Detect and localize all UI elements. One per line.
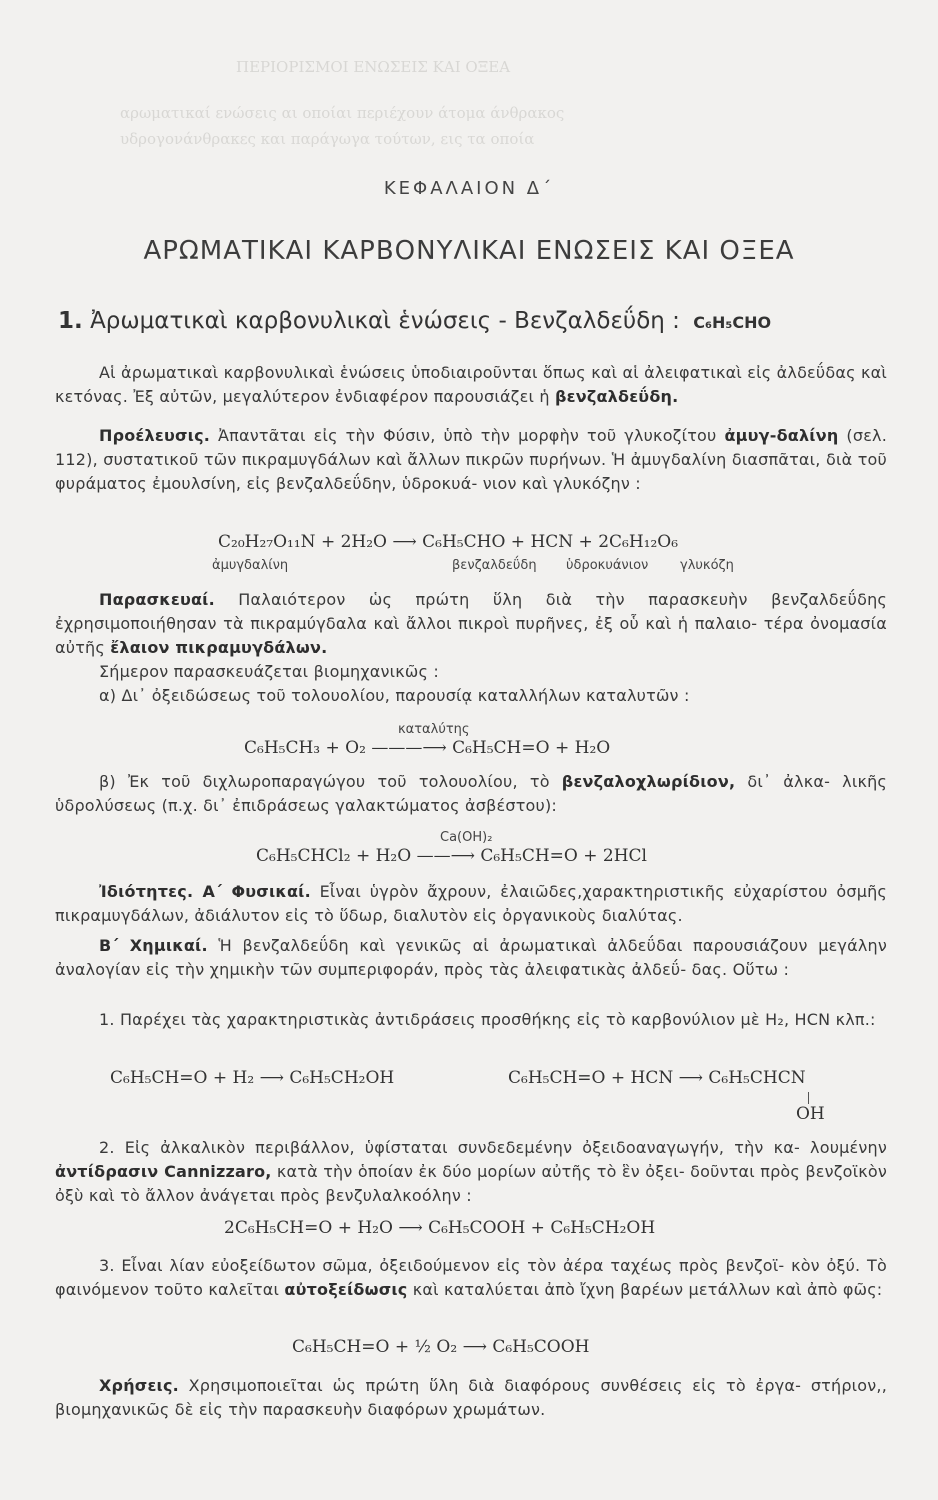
paragraph-hydrolysis — [55, 770, 887, 818]
text-line: Αἱ ἀρωματικαὶ καρβονυλικαὶ ἑνώσεις ὑποδιαιροῦνται ὅπως καὶ αἱ ἀλειφατικαὶ εἰς — [99, 363, 772, 382]
term-bitter-almond-oil: ἔλαιον πικραμυγδάλων. — [110, 638, 328, 657]
text-line: H₂, HCN κλπ.: — [765, 1010, 876, 1029]
term-benzaldehyde: βενζαλδεΰδη. — [554, 387, 679, 406]
bleed-through-text: αρωματικαί ενώσεις αι οποίαι περιέχουν άτομα άνθρακος — [120, 104, 565, 122]
heading-uses: Χρήσεις. — [99, 1376, 179, 1395]
heading-properties-physical: Ἰδιότητες. Α΄ Φυσικαί. — [99, 882, 311, 901]
text-line: καὶ καταλύεται ἀπὸ ἴχνη βαρέων — [412, 1280, 684, 1299]
bond-line — [808, 1092, 809, 1104]
text-line: δας. Οὕτω : — [691, 960, 790, 979]
text-line: στήριον,, βιομηχανικῶς δὲ εἰς τὴν παρασκευὴν διαφόρων χρωμάτων. — [55, 1376, 887, 1419]
paragraph-autoxidation — [55, 1254, 887, 1302]
section-number: 1. — [58, 308, 83, 334]
paragraph-chemical — [55, 934, 887, 982]
equation-hydrogenation: C₆H₅CH=O + H₂ ⟶ C₆H₅CH₂OH — [110, 1068, 395, 1088]
label-hcn: ὑδροκυάνιον — [566, 558, 649, 573]
paragraph-cannizzaro — [55, 1136, 887, 1208]
text-line: ὀσμῆς πικραμυγδάλων, ἀδιάλυτον εἰς τὸ ὕδωρ, διαλυτὸν εἰς ὀργανικοὺς διαλύτας. — [55, 882, 888, 925]
text-line: 2. Εἰς ἀλκαλικὸν περιβάλλον, ὑφίσταται συνδεδεμένην ὀξειδοαναγωγήν, τὴν κα- — [99, 1138, 800, 1157]
paragraph-physical — [55, 880, 887, 928]
section-text: Ἀρωματικαὶ καρβονυλικαὶ ἑνώσεις - Βενζαλδεΰδη : — [90, 308, 680, 334]
label-catalyst: καταλύτης — [398, 722, 470, 737]
term-amygdalin: ἀμυγ- — [724, 426, 777, 445]
label-glucose: γλυκόζη — [680, 558, 734, 573]
paragraph-industrial: Σήμερον παρασκευάζεται βιομηχανικῶς : — [99, 662, 439, 681]
text-line: 1. Παρέχει τὰς χαρακτηριστικὰς ἀντιδράσεις προσθήκης εἰς τὸ καρβονύλιον μὲ — [99, 1010, 760, 1029]
text-line: μετάλλων καὶ ἀπὸ φῶς: — [688, 1280, 883, 1299]
heading-origin: Προέλευσις. — [99, 426, 211, 445]
equation-cyanohydrin: C₆H₅CH=O + HCN ⟶ C₆H₅CHCN — [508, 1068, 806, 1088]
text-line: β) Ἐκ τοῦ διχλωροπαραγώγου τοῦ τολουολίου, τὸ — [99, 772, 550, 791]
text-line: δοῦνται πρὸς βενζοϊκὸν ὀξὺ καὶ τὸ ἄλλον ἀνάγεται πρὸς βενζυλαλκοόλην : — [55, 1162, 887, 1205]
text-line: Εἶναι ὑγρὸν ἄχρουν, ἐλαιῶδες,χαρακτηριστικῆς εὐχαρίστου — [319, 882, 828, 901]
term-amygdalin: δαλίνη — [776, 426, 839, 445]
chapter-title: ΑΡΩΜΑΤΙΚΑΙ ΚΑΡΒΟΝΥΛΙΚΑΙ ΕΝΩΣΕΙΣ ΚΑΙ ΟΞΕΑ — [143, 236, 795, 266]
chapter-heading: ΚΕΦΑΛΑΙΟΝ Δ΄ — [383, 178, 555, 199]
text-line: ἐχρησιμοποιήθησαν τὰ πικραμύγδαλα καὶ ἄλλοι πικροὶ πυρῆνες, ἐξ οὗ καὶ ἡ παλαιο- — [55, 614, 758, 633]
text-line: ἀμυγδαλίνη διασπᾶται, διὰ τοῦ φυράματος ἐμουλσίνη, εἰς βενζαλδεΰδην, ὑδροκυά- — [55, 450, 887, 493]
text-line: κατὰ τὴν ὁποίαν ἐκ δύο μορίων αὐτῆς τὸ ἓν ὀξει- — [276, 1162, 685, 1181]
text-line: λουμένην — [810, 1138, 887, 1157]
bleed-through-text: ΠΕΡΙΟΡΙΣΜΟΙ ΕΝΩΣΕΙΣ ΚΑΙ ΟΞΕΑ — [236, 58, 511, 76]
term-benzal-chloride: βενζαλοχλωρίδιον, — [561, 772, 736, 791]
paragraph-intro — [55, 361, 887, 409]
text-line: μεγάλην ἀναλογίαν εἰς τὴν χημικὴν τῶν συμπεριφοράν, πρὸς τὰς ἀλειφατικὰς ἀλδεΰ- — [55, 936, 887, 979]
text-line: 3. Εἶναι λίαν εὐοξείδωτον σῶμα, ὀξειδούμενον εἰς τὸν ἀέρα ταχέως πρὸς βενζοϊ- — [99, 1256, 785, 1275]
text-line: δι᾽ ἀλκα- — [747, 772, 831, 791]
label-amygdalin: ἀμυγδαλίνη — [212, 558, 289, 573]
label-benzaldehyde: βενζαλδεΰδη — [452, 558, 537, 573]
bleed-through-text: υδρογονάνθρακες και παράγωγα τούτων, εις τα οποία — [120, 130, 535, 148]
paragraph-addition — [55, 1008, 887, 1032]
text-line: Ἡ βενζαλδεΰδη καὶ γενικῶς αἱ ἀρωματικαὶ ἀλδεΰδαι παρουσιάζουν — [218, 936, 808, 955]
equation-hydrolysis: C₆H₅CHCl₂ + H₂O ——⟶ C₆H₅CH=O + 2HCl — [256, 846, 647, 866]
paragraph-oxidation: α) Δι᾽ ὀξειδώσεως τοῦ τολουολίου, παρουσίᾳ καταλλήλων καταλυτῶν : — [99, 686, 690, 705]
term-cannizzaro: ἀντίδρασιν Cannizzaro, — [55, 1162, 272, 1181]
text-line: ἀλδεΰδας καὶ κετόνας. Ἐξ αὐτῶν, μεγαλύτερον ἐνδιαφέρον παρουσιάζει ἡ — [55, 363, 887, 406]
label-reagent: Ca(OH)₂ — [440, 830, 493, 845]
equation-cannizzaro: 2C₆H₅CH=O + H₂O ⟶ C₆H₅COOH + C₆H₅CH₂OH — [224, 1218, 656, 1238]
equation-autoxidation: C₆H₅CH=O + ½ O₂ ⟶ C₆H₅COOH — [292, 1337, 590, 1357]
heading-chemical: Β΄ Χημικαί. — [99, 936, 208, 955]
text-line: Ἀπαντᾶται εἰς τὴν Φύσιν, ὑπὸ τὴν μορφὴν τοῦ γλυκοζίτου — [218, 426, 717, 445]
text-line: Παλαιότερον ὡς πρώτη ὕλη διὰ τὴν παρασκευὴν βενζαλδεΰδης — [238, 590, 887, 609]
term-autoxidation: αὐτοξείδωσις — [284, 1280, 408, 1299]
hydroxyl-group: OH — [796, 1104, 825, 1124]
text-line: (σελ. 112), συστατικοῦ τῶν πικραμυγδάλων καὶ ἄλλων πικρῶν πυρήνων. Ἡ — [55, 426, 887, 469]
paragraph-origin — [55, 424, 887, 496]
equation-amygdalin: C₂₀H₂₇O₁₁N + 2H₂O ⟶ C₆H₅CHO + HCN + 2C₆H₁₂O₆ — [218, 532, 679, 552]
equation-toluene-oxidation: C₆H₅CH₃ + O₂ ———⟶ C₆H₅CH=O + H₂O — [244, 738, 611, 758]
text-line: Χρησιμοποιεῖται ὡς πρώτη ὕλη διὰ διαφόρους συνθέσεις εἰς τὸ ἐργα- — [188, 1376, 802, 1395]
text-line: τέρα ὀνομασία αὐτῆς — [55, 614, 888, 657]
heading-preparation: Παρασκευαί. — [99, 590, 215, 609]
text-line: κὸν ὀξύ. Τὸ φαινόμενον τοῦτο καλεῖται — [55, 1256, 887, 1299]
paragraph-preparation — [55, 588, 887, 660]
paragraph-uses — [55, 1374, 887, 1422]
section-formula: C₆H₅CHO — [693, 313, 772, 332]
text-line: λικῆς ὑδρολύσεως (π.χ. δι᾽ ἐπιδράσεως γαλακτώματος ἀσβέστου): — [55, 772, 887, 815]
text-line: νιον καὶ γλυκόζην : — [482, 474, 641, 493]
section-heading — [58, 308, 771, 334]
